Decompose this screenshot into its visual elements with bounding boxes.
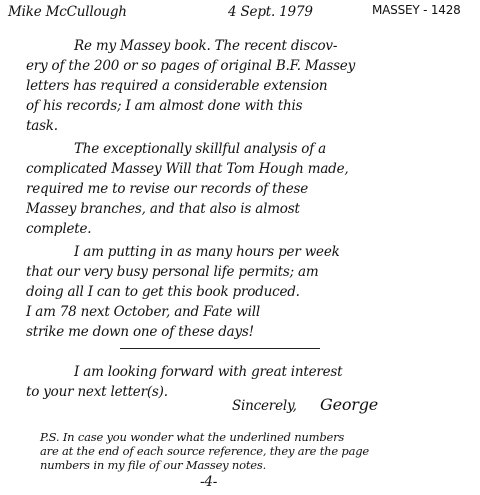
paragraph-1-line-4: of his records; I am almost done with this	[26, 98, 303, 114]
postscript-line-3: numbers in my file of our Massey notes.	[40, 458, 267, 472]
paragraph-3-line-1: I am putting in as many hours per week	[74, 244, 340, 260]
paragraph-1-line-3: letters has required a considerable extension	[26, 78, 328, 94]
paragraph-2-line-3: required me to revise our records of these	[26, 181, 309, 197]
paragraph-1-line-1: Re my Massey book. The recent discov-	[74, 38, 338, 54]
postscript-line-2: are at the end of each source reference, they are the page	[40, 444, 370, 458]
paragraph-1-line-2: ery of the 200 or so pages of original B.F. Massey	[26, 58, 356, 74]
paragraph-1-line-5: task.	[26, 118, 58, 134]
paragraph-3-line-3: doing all I can to get this book produced.	[26, 284, 300, 300]
valediction: Sincerely,	[232, 398, 297, 414]
paragraph-4-line-1: I am looking forward with great interest	[74, 364, 343, 380]
paragraph-4-line-2: to your next letter(s).	[26, 384, 168, 400]
recipient-name: Mike McCullough	[8, 4, 127, 20]
signature: George	[320, 395, 379, 414]
paragraph-3-line-4: I am 78 next October, and Fate will	[26, 304, 261, 320]
page-number: -4-	[200, 474, 218, 490]
paragraph-2-line-1: The exceptionally skillful analysis of a	[74, 141, 326, 157]
paragraph-3-line-2: that our very busy personal life permits; am	[26, 264, 319, 280]
paragraph-3-line-5: strike me down one of these days!	[26, 324, 254, 340]
separator-line	[120, 348, 320, 349]
letter-date: 4 Sept. 1979	[228, 4, 313, 20]
postscript-line-1: P.S. In case you wonder what the underlined numbers	[40, 430, 345, 444]
file-reference: MASSEY - 1428	[372, 3, 461, 17]
paragraph-2-line-2: complicated Massey Will that Tom Hough made,	[26, 161, 349, 177]
paragraph-2-line-4: Massey branches, and that also is almost	[26, 201, 300, 217]
paragraph-2-line-5: complete.	[26, 221, 92, 237]
